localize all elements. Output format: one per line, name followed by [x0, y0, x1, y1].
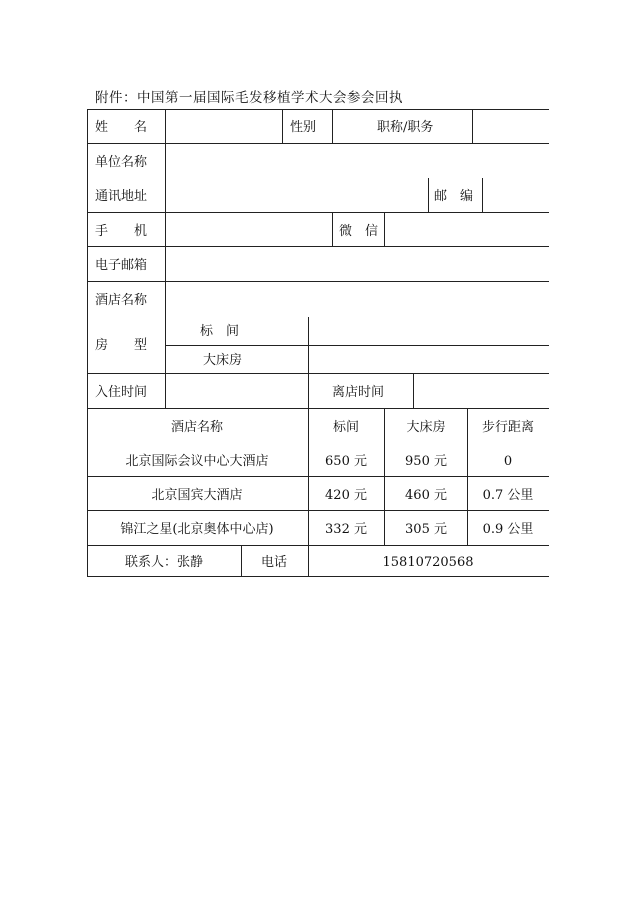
hotel-row-standard-price: 650 元: [325, 454, 367, 469]
position-field[interactable]: [475, 115, 547, 137]
contact-person: 联系人：张静: [124, 555, 204, 570]
column-divider: [282, 109, 283, 143]
room-standard-label: 标 间: [200, 324, 240, 339]
position-label: 职称/职务: [377, 120, 434, 135]
wechat-field[interactable]: [387, 219, 547, 241]
room-king-field[interactable]: [311, 348, 547, 370]
column-divider: [308, 545, 309, 577]
hotel-row-standard-price: 420 元: [325, 488, 367, 503]
row-divider: [87, 545, 549, 546]
row-divider: [87, 246, 549, 247]
address-field[interactable]: [168, 184, 425, 206]
hotel-name-label: 酒店名称: [95, 293, 148, 308]
column-divider: [332, 109, 333, 143]
row-divider: [165, 345, 549, 346]
column-divider: [472, 109, 473, 143]
hotel-row-standard-price: 332 元: [325, 522, 367, 537]
row-divider: [87, 212, 549, 213]
row-divider: [87, 281, 549, 282]
organization-field[interactable]: [168, 150, 546, 172]
column-divider: [428, 178, 429, 212]
column-divider: [467, 408, 468, 545]
contact-phone-number: 15810720568: [382, 555, 474, 570]
contact-phone-label: 电话: [260, 555, 288, 570]
checkin-field[interactable]: [168, 380, 305, 402]
hotel-row-king-price: 460 元: [405, 488, 447, 503]
column-divider: [384, 212, 385, 246]
organization-label: 单位名称: [95, 155, 148, 170]
name-label: 姓 名: [95, 120, 148, 135]
hotel-table-header-distance: 步行距离: [481, 420, 535, 435]
column-divider: [482, 178, 483, 212]
hotel-table-header-name: 酒店名称: [170, 420, 224, 435]
room-king-label: 大床房: [203, 353, 243, 368]
row-divider: [87, 373, 549, 374]
hotel-row-king-price: 305 元: [405, 522, 447, 537]
document-title: 附件：中国第一届国际毛发移植学术大会参会回执: [95, 90, 403, 106]
column-divider: [308, 408, 309, 545]
hotel-row-king-price: 950 元: [405, 454, 447, 469]
checkin-label: 入住时间: [95, 385, 148, 400]
gender-label: 性别: [290, 120, 317, 135]
row-divider: [87, 143, 549, 144]
column-divider: [384, 408, 385, 545]
column-divider: [165, 109, 166, 408]
registration-form-table: [87, 109, 549, 577]
gender-field[interactable]: [335, 115, 370, 137]
email-field[interactable]: [168, 253, 546, 275]
hotel-table-header-king: 大床房: [406, 420, 446, 435]
zip-code-label: 邮 编: [434, 189, 474, 204]
column-divider: [241, 545, 242, 577]
row-divider: [87, 476, 549, 477]
hotel-row-distance: 0.9 公里: [482, 522, 534, 537]
row-divider: [87, 408, 549, 409]
room-standard-field[interactable]: [311, 320, 547, 342]
hotel-row-distance: 0.7 公里: [482, 488, 534, 503]
hotel-row-name: 北京国际会议中心大酒店: [125, 454, 269, 469]
column-divider: [332, 212, 333, 246]
email-label: 电子邮箱: [95, 258, 148, 273]
hotel-name-field[interactable]: [168, 288, 546, 310]
zip-code-field[interactable]: [485, 184, 547, 206]
hotel-row-distance: 0: [503, 454, 513, 469]
column-divider: [308, 373, 309, 408]
row-divider: [87, 510, 549, 511]
mobile-field[interactable]: [168, 219, 329, 241]
room-type-label: 房 型: [95, 338, 148, 353]
checkout-label: 离店时间: [332, 385, 385, 400]
hotel-table-header-standard: 标间: [332, 420, 360, 435]
hotel-row-name: 北京国宾大酒店: [151, 488, 243, 503]
name-field[interactable]: [168, 115, 279, 137]
mobile-label: 手 机: [95, 224, 148, 239]
column-divider: [308, 317, 309, 373]
address-label: 通讯地址: [95, 189, 148, 204]
wechat-label: 微 信: [339, 224, 379, 239]
checkout-field[interactable]: [416, 380, 547, 402]
column-divider: [413, 373, 414, 408]
hotel-row-name: 锦江之星(北京奥体中心店): [120, 522, 274, 537]
